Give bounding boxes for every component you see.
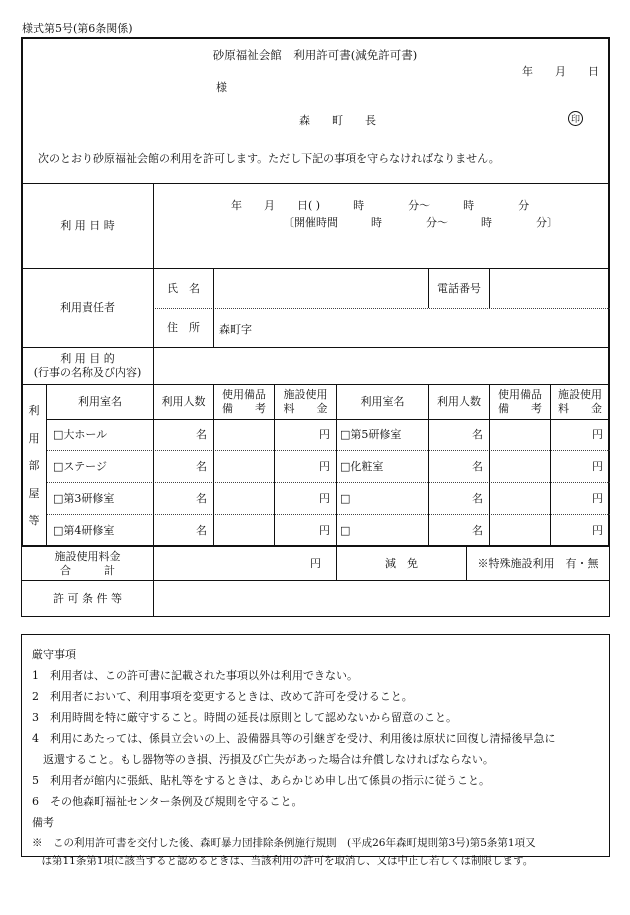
fee-unit: 円 (592, 523, 603, 537)
name-field[interactable] (215, 270, 427, 307)
room-checkbox-left[interactable]: □第3研修室 (53, 491, 115, 505)
responsible-label: 利用責任者 (60, 301, 115, 315)
note-item: 4 利用にあたっては、係員立会いの上、設備器具等の引継ぎを受け、利用後は原状に回復し清掃後早急に (32, 732, 556, 745)
purpose-field[interactable] (155, 349, 608, 383)
purpose-label-sub: (行事の名称及び内容) (33, 366, 142, 379)
permit-conditions-label: 許 可 条 件 等 (53, 591, 122, 605)
header-equipment-line: 備 考 (498, 402, 542, 415)
people-unit: 名 (472, 491, 483, 505)
issuer-name: 森 町 長 (299, 114, 376, 127)
issue-date: 年 月 日 (522, 65, 599, 78)
remarks-text-continued: は第11条第1項に該当すると認めるときは、当該利用の許可を取消し、又は中止し若しくは制限します。 (31, 855, 534, 867)
rule-line (489, 268, 490, 308)
rooms-side-char: 屋 (28, 486, 40, 500)
total-fee-label (22, 548, 153, 580)
phone-field[interactable] (491, 270, 608, 307)
header-equipment (490, 385, 550, 419)
note-item: 6 その他森町福祉センター条例及び規則を守ること。 (32, 795, 303, 808)
people-unit: 名 (472, 459, 483, 473)
name-label: 氏 名 (167, 281, 200, 295)
note-item: 1 利用者は、この許可書に記載された事項以外は利用できない。 (32, 669, 358, 682)
fee-unit: 円 (592, 428, 603, 442)
special-facility-option[interactable]: ※特殊施設利用 有・無 (477, 557, 599, 571)
header-fee (551, 385, 609, 419)
people-unit: 名 (196, 491, 207, 505)
address-label: 住 所 (167, 321, 200, 335)
address-field[interactable]: 森町字 (219, 323, 252, 336)
purpose-label-main: 利 用 目 的 (60, 352, 115, 366)
rooms-side-char: 用 (28, 431, 40, 445)
header-room-name: 利用室名 (78, 395, 122, 409)
rooms-side-char: 等 (28, 514, 40, 528)
room-checkbox-left[interactable]: □第4研修室 (53, 523, 115, 537)
rule-line (213, 268, 214, 347)
reduction-label: 減 免 (385, 557, 418, 571)
event-time-line: 〔開催時間 時 分～ 時 分〕 (283, 216, 558, 229)
header-people: 利用人数 (437, 395, 481, 409)
usage-time-label: 利 用 日 時 (60, 219, 115, 233)
people-unit: 名 (196, 523, 207, 537)
room-checkbox-left[interactable]: □大ホール (53, 428, 108, 442)
header-fee (275, 385, 336, 419)
people-unit: 名 (196, 428, 207, 442)
people-unit: 名 (472, 523, 483, 537)
note-item: 2 利用者において、利用事項を変更するときは、改めて許可を受けること。 (32, 690, 413, 703)
total-fee-label-line: 施設使用料金 (54, 550, 121, 564)
purpose-label (22, 348, 153, 384)
usage-time-line: 年 月 日( ) 時 分～ 時 分 (231, 199, 530, 212)
rooms-side-char: 部 (28, 459, 40, 473)
header-people: 利用人数 (161, 395, 206, 409)
header-fee-line: 料 金 (558, 402, 602, 415)
form-number-label: 様式第5号(第6条関係) (22, 22, 133, 35)
note-item: 3 利用時間を特に厳守すること。時間の延長は原則として認めないから留意のこと。 (32, 711, 457, 724)
rule-line (609, 547, 610, 617)
fee-unit: 円 (592, 491, 603, 505)
header-equipment-line: 備 考 (222, 402, 266, 415)
header-equipment (214, 385, 274, 419)
fee-unit: 円 (319, 459, 330, 473)
remarks-text: ※ この利用許可書を交付した後、森町暴力団排除条例施行規則 (平成26年森町規則第3号)第5条第1項又 (32, 837, 536, 849)
rule-line (153, 347, 154, 384)
header-room-name: 利用室名 (360, 395, 405, 409)
note-item: 5 利用者が館内に張紙、貼札等をするときは、あらかじめ申し出て係員の指示に従うこと。 (32, 774, 490, 787)
fee-unit: 円 (592, 459, 603, 473)
room-checkbox-right[interactable]: □ (340, 523, 351, 537)
header-equipment-line: 使用備品 (498, 388, 542, 402)
phone-label: 電話番号 (437, 281, 481, 295)
compliance-notes-box (21, 634, 610, 857)
fee-unit: 円 (319, 523, 330, 537)
rule-line (21, 616, 610, 617)
permit-conditions-field[interactable] (155, 582, 608, 615)
rule-line (153, 308, 610, 309)
total-fee-yen: 円 (310, 557, 321, 571)
header-equipment-line: 使用備品 (222, 388, 266, 402)
room-checkbox-right[interactable]: □第5研修室 (340, 428, 402, 442)
remarks-title: 備考 (32, 816, 54, 829)
notes-title: 厳守事項 (32, 648, 76, 661)
total-fee-label-line: 合 計 (60, 564, 115, 577)
room-checkbox-right[interactable]: □化粧室 (340, 459, 384, 473)
room-checkbox-left[interactable]: □ステージ (53, 459, 107, 473)
intro-text: 次のとおり砂原福祉会館の利用を許可します。ただし下記の事項を守らなければなりません。 (38, 152, 500, 165)
fee-unit: 円 (319, 491, 330, 505)
fee-unit: 円 (319, 428, 330, 442)
people-unit: 名 (196, 459, 207, 473)
form-title: 砂原福祉会館 利用許可書(減免許可書) (212, 48, 418, 62)
room-checkbox-right[interactable]: □ (340, 491, 351, 505)
note-item: 返還すること。もし器物等のき損、汚損及び亡失があった場合は弁償しなければならない。 (32, 753, 494, 766)
rooms-side-label (22, 385, 46, 547)
addressee-suffix: 様 (216, 81, 227, 94)
people-unit: 名 (472, 428, 483, 442)
header-fee-line: 施設使用 (558, 388, 602, 402)
header-fee-line: 施設使用 (283, 388, 328, 402)
seal-mark: 印 (568, 111, 583, 126)
header-fee-line: 料 金 (283, 402, 328, 415)
rooms-side-char: 利 (28, 404, 40, 418)
